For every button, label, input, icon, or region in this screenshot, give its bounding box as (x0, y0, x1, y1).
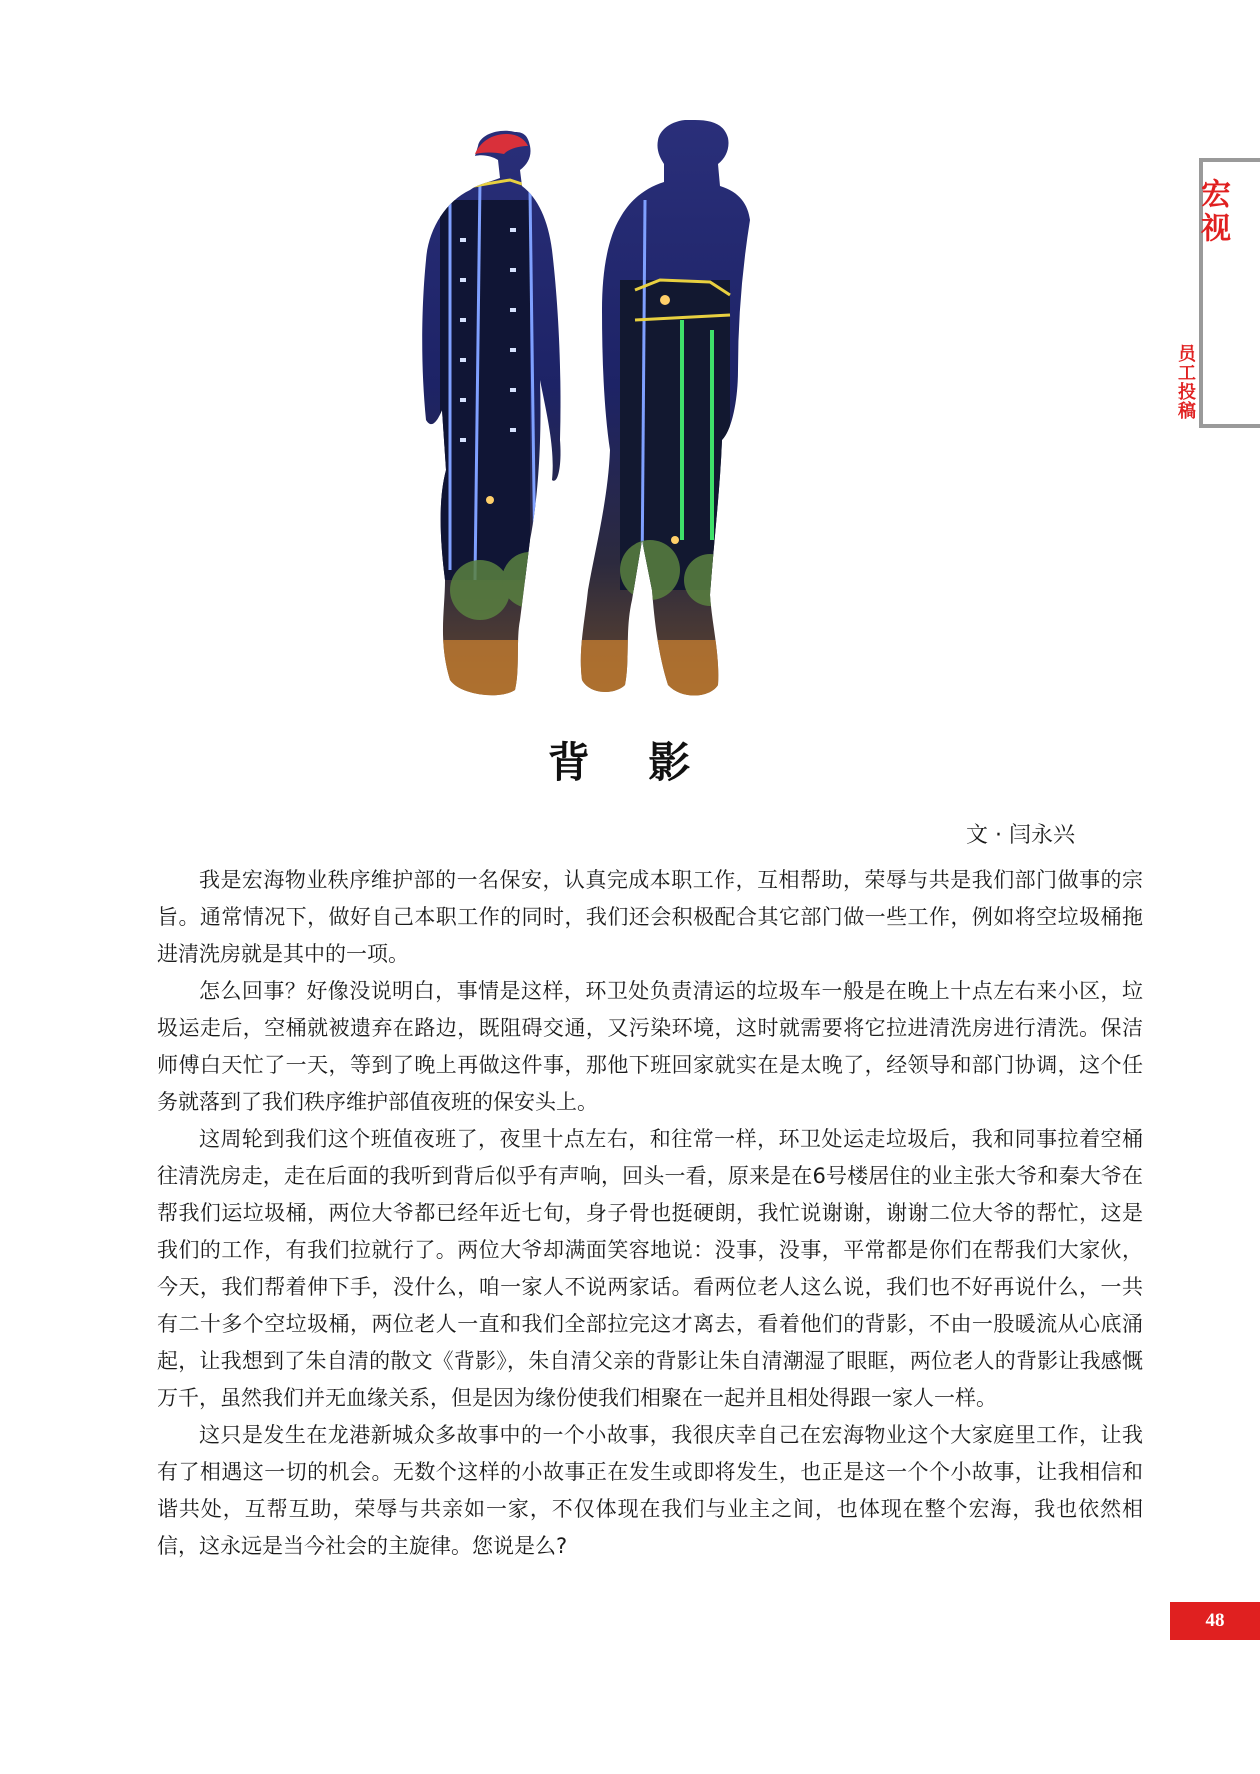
section-subtitle: 员工投稿 (1175, 344, 1196, 420)
silhouette-illustration (420, 120, 860, 710)
article-body (157, 862, 1143, 1565)
page-number: 48 (1170, 1602, 1260, 1640)
tab-rule-top (1199, 158, 1260, 162)
paragraph: 我是宏海物业秩序维护部的一名保安，认真完成本职工作，互相帮助，荣辱与共是我们部门做事的宗旨。通常情况下，做好自己本职工作的同时，我们还会积极配合其它部门做一些工作，例如将空垃圾桶拖进清洗房就是其中的一项。 (157, 868, 1143, 966)
tab-rule-bottom (1199, 424, 1260, 428)
article-byline: 文 · 闫永兴 (966, 823, 1075, 848)
paragraph: 这周轮到我们这个班值夜班了，夜里十点左右，和往常一样，环卫处运走垃圾后，我和同事拉着空桶往清洗房走，走在后面的我听到背后似乎有声响，回头一看，原来是在6号楼居住的业主张大爷和秦大爷在帮我们运垃圾桶，两位大爷都已经年近七旬，身子骨也挺硬朗，我忙说谢谢，谢谢二位大爷的帮忙，这是我们的工作，有我们拉就行了。两位大爷却满面笑容地说：没事，没事，平常都是你们在帮我们大家伙，今天，我们帮着伸下手，没什么，咱一家人不说两家话。看两位老人这么说，我们也不好再说什么，一共有二十多个空垃圾桶，两位老人一直和我们全部拉完这才离去，看着他们的背影，不由一股暖流从心底涌起，让我想到了朱自清的散文《背影》，朱自清父亲的背影让朱自清潮湿了眼眶，两位老人的背影让我感慨万千，虽然我们并无血缘关系，但是因为缘份使我们相聚在一起并且相处得跟一家人一样。 (157, 1127, 1143, 1410)
paragraph: 怎么回事？好像没说明白，事情是这样，环卫处负责清运的垃圾车一般是在晚上十点左右来小区，垃圾运走后，空桶就被遗弃在路边，既阻碍交通，又污染环境，这时就需要将它拉进清洗房进行清洗。保洁师傅白天忙了一天，等到了晚上再做这件事，那他下班回家就实在是太晚了，经领导和部门协调，这个任务就落到了我们秩序维护部值夜班的保安头上。 (157, 979, 1143, 1114)
article-title: 背 影 (547, 738, 713, 787)
paragraph: 这只是发生在龙港新城众多故事中的一个小故事，我很庆幸自己在宏海物业这个大家庭里工作，让我有了相遇这一切的机会。无数个这样的小故事正在发生或即将发生，也正是这一个个小故事，让我相信和谐共处，互帮互助，荣辱与共亲如一家，不仅体现在我们与业主之间，也体现在整个宏海，我也依然相信，这永远是当今社会的主旋律。您说是么? (157, 1423, 1143, 1558)
section-title: 宏视 (1195, 178, 1230, 246)
